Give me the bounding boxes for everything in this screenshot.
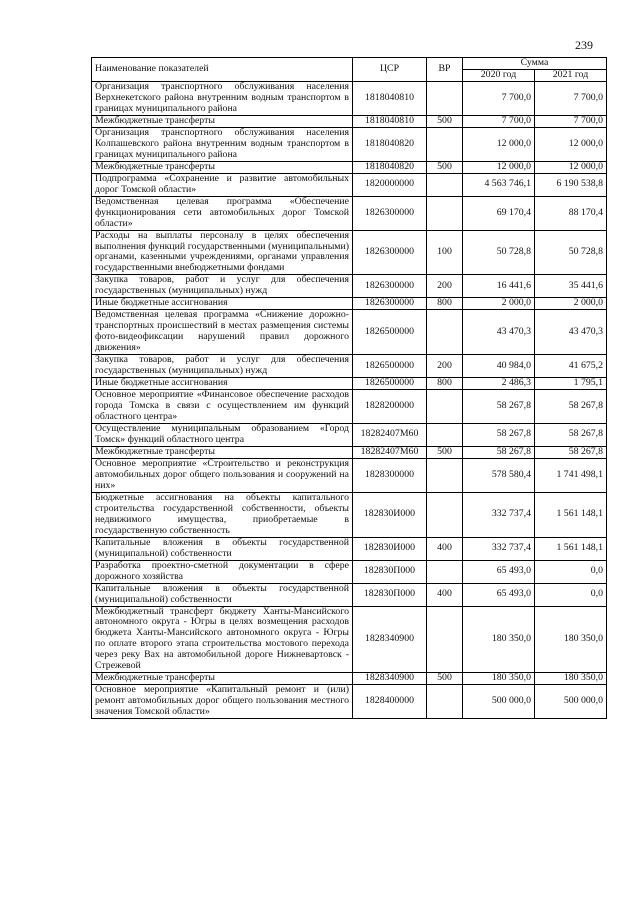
row-vr-cell: 800	[427, 298, 463, 310]
table-row	[92, 424, 607, 447]
row-2021-cell: 6 190 538,8	[535, 173, 607, 196]
row-csr-cell: 1826300000	[353, 196, 427, 230]
row-name-cell: Подпрограмма «Сохранение и развитие автомобильных дорог Томской области»	[92, 173, 353, 196]
table-row	[92, 230, 607, 275]
row-2021-cell: 1 741 498,1	[535, 458, 607, 492]
row-2021-cell: 2 000,0	[535, 298, 607, 310]
row-csr-cell: 1828340900	[353, 673, 427, 685]
row-csr-cell: 1826300000	[353, 298, 427, 310]
row-name-cell: Межбюджетные трансферты	[92, 115, 353, 127]
row-name-cell: Межбюджетные трансферты	[92, 161, 353, 173]
row-csr-cell: 1828340900	[353, 606, 427, 673]
row-csr-cell: 182830И000	[353, 537, 427, 560]
row-csr-cell: 1826500000	[353, 378, 427, 390]
row-vr-cell	[427, 424, 463, 447]
row-2020-cell: 180 350,0	[463, 606, 535, 673]
row-vr-cell	[427, 458, 463, 492]
row-2021-cell: 35 441,6	[535, 275, 607, 298]
table-row	[92, 115, 607, 127]
row-name-cell: Разработка проектно-сметной документации в сфере дорожного хозяйства	[92, 560, 353, 583]
row-2020-cell: 2 000,0	[463, 298, 535, 310]
row-csr-cell: 1828400000	[353, 685, 427, 719]
row-2020-cell: 65 493,0	[463, 560, 535, 583]
row-2020-cell: 58 267,8	[463, 390, 535, 424]
table-row	[92, 127, 607, 161]
table-body	[92, 81, 607, 718]
row-2021-cell: 41 675,2	[535, 355, 607, 378]
header-name: Наименование показателей	[92, 58, 353, 82]
row-2021-cell: 0,0	[535, 583, 607, 606]
row-csr-cell: 182830И000	[353, 492, 427, 537]
table-row	[92, 275, 607, 298]
row-2020-cell: 50 728,8	[463, 230, 535, 275]
row-2021-cell: 0,0	[535, 560, 607, 583]
table-row	[92, 446, 607, 458]
row-2020-cell: 4 563 746,1	[463, 173, 535, 196]
row-2020-cell: 332 737,4	[463, 492, 535, 537]
row-2020-cell: 40 984,0	[463, 355, 535, 378]
row-vr-cell	[427, 173, 463, 196]
row-2021-cell: 500 000,0	[535, 685, 607, 719]
row-name-cell: Ведомственная целевая программа «Снижение дорожно-транспортных происшествий в местах размещения системы фото-видеофиксации нарушений правил дорожного движения»	[92, 310, 353, 355]
row-vr-cell	[427, 310, 463, 355]
row-name-cell: Основное мероприятие «Финансовое обеспечение расходов города Томска в связи с осуществлением им функций областного центра»	[92, 390, 353, 424]
row-csr-cell: 1828300000	[353, 458, 427, 492]
table-row	[92, 560, 607, 583]
row-csr-cell: 1828200000	[353, 390, 427, 424]
row-2020-cell: 2 486,3	[463, 378, 535, 390]
row-name-cell: Организация транспортного обслуживания населения Верхнекетского района внутренним водным транспортом в границах муниципального района	[92, 81, 353, 115]
row-name-cell: Основное мероприятие «Строительство и реконструкция автомобильных дорог общего пользования и сооружений на них»	[92, 458, 353, 492]
row-name-cell: Иные бюджетные ассигнования	[92, 298, 353, 310]
row-vr-cell: 200	[427, 355, 463, 378]
table-row	[92, 310, 607, 355]
row-2020-cell: 65 493,0	[463, 583, 535, 606]
row-2021-cell: 180 350,0	[535, 673, 607, 685]
row-name-cell: Организация транспортного обслуживания населения Колпашевского района внутренним водным транспортом в границах муниципального района	[92, 127, 353, 161]
table-row	[92, 81, 607, 115]
row-2021-cell: 88 170,4	[535, 196, 607, 230]
row-2021-cell: 58 267,8	[535, 390, 607, 424]
table-row	[92, 161, 607, 173]
table-row	[92, 492, 607, 537]
row-csr-cell: 18282407М60	[353, 446, 427, 458]
row-vr-cell	[427, 492, 463, 537]
row-2020-cell: 12 000,0	[463, 161, 535, 173]
header-csr: ЦСР	[353, 58, 427, 82]
table-row	[92, 685, 607, 719]
row-2021-cell: 12 000,0	[535, 161, 607, 173]
row-vr-cell: 500	[427, 446, 463, 458]
row-vr-cell: 100	[427, 230, 463, 275]
row-vr-cell	[427, 560, 463, 583]
header-sum: Сумма	[463, 58, 607, 70]
row-2021-cell: 7 700,0	[535, 81, 607, 115]
row-2020-cell: 7 700,0	[463, 115, 535, 127]
row-name-cell: Расходы на выплаты персоналу в целях обеспечения выполнения функций государственными (муниципальными) органами, казенными учреждениями, органами управления государственными внебюджетными фондами	[92, 230, 353, 275]
table-row	[92, 196, 607, 230]
row-vr-cell: 500	[427, 673, 463, 685]
row-2021-cell: 1 561 148,1	[535, 537, 607, 560]
row-2020-cell: 578 580,4	[463, 458, 535, 492]
row-vr-cell: 500	[427, 115, 463, 127]
row-name-cell: Закупка товаров, работ и услуг для обеспечения государственных (муниципальных) нужд	[92, 355, 353, 378]
row-csr-cell: 18282407М60	[353, 424, 427, 447]
header-vr: ВР	[427, 58, 463, 82]
row-name-cell: Закупка товаров, работ и услуг для обеспечения государственных (муниципальных) нужд	[92, 275, 353, 298]
budget-table	[91, 57, 607, 719]
row-2021-cell: 12 000,0	[535, 127, 607, 161]
row-csr-cell: 1818040810	[353, 81, 427, 115]
row-csr-cell: 1826300000	[353, 230, 427, 275]
row-2021-cell: 7 700,0	[535, 115, 607, 127]
row-vr-cell: 800	[427, 378, 463, 390]
row-csr-cell: 1826300000	[353, 275, 427, 298]
page-number: 239	[575, 38, 593, 52]
row-name-cell: Межбюджетный трансферт бюджету Ханты-Мансийского автономного округа - Югры в целях возмещения расходов бюджета Ханты-Мансийского автономного округа - Югры по оплате второго этапа строительства мостового перехода через реку Вах на автомобильной дороге Нижневартовск - Стрежевой	[92, 606, 353, 673]
table-row	[92, 537, 607, 560]
row-2020-cell: 180 350,0	[463, 673, 535, 685]
row-2020-cell: 500 000,0	[463, 685, 535, 719]
table-row	[92, 458, 607, 492]
row-2021-cell: 1 561 148,1	[535, 492, 607, 537]
row-2021-cell: 43 470,3	[535, 310, 607, 355]
table-row	[92, 173, 607, 196]
header-year-2020: 2020 год	[463, 69, 535, 81]
row-vr-cell	[427, 606, 463, 673]
row-vr-cell	[427, 127, 463, 161]
row-name-cell: Иные бюджетные ассигнования	[92, 378, 353, 390]
table-row	[92, 378, 607, 390]
row-vr-cell: 400	[427, 583, 463, 606]
row-name-cell: Межбюджетные трансферты	[92, 446, 353, 458]
row-2021-cell: 58 267,8	[535, 446, 607, 458]
row-name-cell: Капитальные вложения в объекты государственной (муниципальной) собственности	[92, 537, 353, 560]
row-2021-cell: 58 267,8	[535, 424, 607, 447]
table-row	[92, 390, 607, 424]
row-csr-cell: 1820000000	[353, 173, 427, 196]
row-vr-cell: 400	[427, 537, 463, 560]
row-csr-cell: 1826500000	[353, 310, 427, 355]
row-2020-cell: 69 170,4	[463, 196, 535, 230]
row-vr-cell	[427, 196, 463, 230]
table-row	[92, 355, 607, 378]
row-csr-cell: 182830П000	[353, 583, 427, 606]
row-vr-cell: 500	[427, 161, 463, 173]
row-name-cell: Ведомственная целевая программа «Обеспечение функционирования сети автомобильных дорог Томской области»	[92, 196, 353, 230]
row-2020-cell: 58 267,8	[463, 424, 535, 447]
table-row	[92, 583, 607, 606]
row-vr-cell	[427, 685, 463, 719]
row-2020-cell: 332 737,4	[463, 537, 535, 560]
row-2020-cell: 7 700,0	[463, 81, 535, 115]
row-name-cell: Капитальные вложения в объекты государственной (муниципальной) собственности	[92, 583, 353, 606]
row-2020-cell: 58 267,8	[463, 446, 535, 458]
row-csr-cell: 182830П000	[353, 560, 427, 583]
header-year-2021: 2021 год	[535, 69, 607, 81]
row-name-cell: Основное мероприятие «Капитальный ремонт и (или) ремонт автомобильных дорог общего пользования местного значения Томской области»	[92, 685, 353, 719]
row-name-cell: Межбюджетные трансферты	[92, 673, 353, 685]
row-vr-cell	[427, 390, 463, 424]
row-2020-cell: 12 000,0	[463, 127, 535, 161]
row-csr-cell: 1826500000	[353, 355, 427, 378]
row-2021-cell: 1 795,1	[535, 378, 607, 390]
table-row	[92, 673, 607, 685]
table-row	[92, 606, 607, 673]
row-csr-cell: 1818040820	[353, 161, 427, 173]
row-vr-cell: 200	[427, 275, 463, 298]
row-2020-cell: 43 470,3	[463, 310, 535, 355]
row-csr-cell: 1818040810	[353, 115, 427, 127]
row-2021-cell: 50 728,8	[535, 230, 607, 275]
row-2021-cell: 180 350,0	[535, 606, 607, 673]
row-csr-cell: 1818040820	[353, 127, 427, 161]
row-name-cell: Бюджетные ассигнования на объекты капитального строительства государственной собственности, объекты недвижимого имущества, приобретаемые в государственную собственность	[92, 492, 353, 537]
row-name-cell: Осуществление муниципальным образованием «Город Томск» функций областного центра	[92, 424, 353, 447]
table-row	[92, 298, 607, 310]
row-vr-cell	[427, 81, 463, 115]
table-header	[92, 58, 607, 82]
row-2020-cell: 16 441,6	[463, 275, 535, 298]
